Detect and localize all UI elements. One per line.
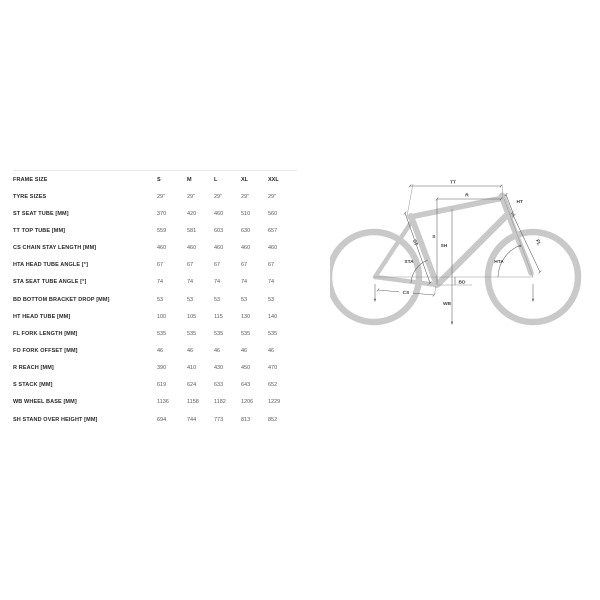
row-value: 619 bbox=[157, 382, 167, 389]
table-header-row bbox=[13, 171, 297, 188]
row-value: 559 bbox=[157, 227, 167, 234]
diagram-label-hta: HTA bbox=[494, 260, 504, 265]
column-header-s: S bbox=[157, 176, 161, 183]
row-label: WB WHEEL BASE [MM] bbox=[13, 399, 77, 406]
table-row bbox=[13, 274, 297, 291]
row-value: 430 bbox=[214, 365, 224, 372]
table-row bbox=[13, 222, 297, 239]
table-row bbox=[13, 342, 297, 359]
table-row bbox=[13, 205, 297, 222]
row-value: 460 bbox=[214, 245, 224, 252]
row-value: 53 bbox=[268, 296, 275, 303]
table-row bbox=[13, 360, 297, 377]
row-value: 773 bbox=[214, 416, 224, 423]
row-value: 535 bbox=[241, 330, 251, 337]
row-value: 115 bbox=[214, 313, 223, 320]
diagram-label-tt: TT bbox=[450, 180, 456, 186]
row-value: 67 bbox=[214, 262, 221, 269]
row-value: 535 bbox=[187, 330, 197, 337]
column-header-xxl: XXL bbox=[268, 176, 279, 183]
row-label: STA SEAT TUBE ANGLE [°] bbox=[13, 279, 87, 286]
row-value: 53 bbox=[241, 296, 248, 303]
row-label: R REACH [MM] bbox=[13, 365, 54, 372]
table-row bbox=[13, 291, 297, 308]
row-label: ST SEAT TUBE [MM] bbox=[13, 210, 69, 217]
row-value: 53 bbox=[214, 296, 221, 303]
row-value: 535 bbox=[268, 330, 278, 337]
table-row bbox=[13, 394, 297, 411]
row-value: 67 bbox=[187, 262, 194, 269]
row-value: 624 bbox=[187, 382, 197, 389]
column-header-xl: XL bbox=[241, 176, 249, 183]
table-row bbox=[13, 308, 297, 325]
diagram-label-sta: STA bbox=[404, 260, 414, 265]
row-value: 370 bbox=[157, 210, 167, 217]
row-value: 46 bbox=[157, 347, 164, 354]
row-value: 657 bbox=[268, 227, 278, 234]
row-value: 100 bbox=[157, 313, 167, 320]
table-row bbox=[13, 325, 297, 342]
diagram-label-sh: SH bbox=[440, 244, 448, 249]
row-value: 29" bbox=[187, 193, 196, 200]
row-value: 67 bbox=[268, 262, 275, 269]
row-value: 46 bbox=[187, 347, 194, 354]
row-value: 74 bbox=[187, 279, 194, 286]
row-value: 46 bbox=[241, 347, 248, 354]
diagram-label-r: R bbox=[465, 193, 469, 199]
row-label: FO FORK OFFSET [MM] bbox=[13, 347, 78, 354]
diagram-label-ht: HT bbox=[516, 200, 523, 205]
row-value: 535 bbox=[157, 330, 167, 337]
table-row bbox=[13, 257, 297, 274]
row-value: 633 bbox=[214, 382, 224, 389]
row-value: 744 bbox=[187, 416, 197, 423]
row-value: 67 bbox=[241, 262, 248, 269]
row-value: 74 bbox=[241, 279, 248, 286]
column-header-l: L bbox=[214, 176, 218, 183]
row-label: TYRE SIZES bbox=[13, 193, 47, 200]
row-value: 460 bbox=[214, 210, 224, 217]
row-label: BD BOTTOM BRACKET DROP [MM] bbox=[13, 296, 110, 303]
diagram-label-st: ST bbox=[411, 239, 418, 247]
row-value: 1182 bbox=[214, 399, 226, 406]
row-label: S STACK [MM] bbox=[13, 382, 53, 389]
row-value: 813 bbox=[241, 416, 251, 423]
row-value: 560 bbox=[268, 210, 278, 217]
table-row bbox=[13, 240, 297, 257]
row-value: 74 bbox=[214, 279, 221, 286]
row-label: HT HEAD TUBE [MM] bbox=[13, 313, 71, 320]
row-value: 29" bbox=[241, 193, 250, 200]
row-label: FL FORK LENGTH [MM] bbox=[13, 330, 78, 337]
row-value: 470 bbox=[268, 365, 278, 372]
row-value: 603 bbox=[214, 227, 224, 234]
row-value: 140 bbox=[268, 313, 278, 320]
diagram-label-cs: CS bbox=[402, 291, 410, 296]
row-label: SH STAND OVER HEIGHT [MM] bbox=[13, 416, 98, 423]
diagram-label-s: S bbox=[432, 235, 436, 240]
row-value: 29" bbox=[214, 193, 223, 200]
geometry-diagram bbox=[330, 165, 600, 335]
geometry-table bbox=[13, 170, 297, 428]
table-row bbox=[13, 188, 297, 205]
row-value: 694 bbox=[157, 416, 167, 423]
row-value: 29" bbox=[268, 193, 277, 200]
row-value: 460 bbox=[241, 245, 251, 252]
geometry-table-body bbox=[13, 188, 297, 428]
row-value: 852 bbox=[268, 416, 278, 423]
diagram-label-fl: FL bbox=[534, 239, 541, 247]
row-label: HTA HEAD TUBE ANGLE [°] bbox=[13, 262, 89, 269]
row-value: 1206 bbox=[241, 399, 254, 406]
row-value: 535 bbox=[214, 330, 224, 337]
diagram-label-wb: WB bbox=[443, 302, 451, 307]
frame-size-heading: FRAME SIZE bbox=[13, 176, 48, 183]
row-value: 450 bbox=[241, 365, 251, 372]
row-label: TT TOP TUBE [MM] bbox=[13, 227, 66, 234]
table-row bbox=[13, 377, 297, 394]
table-row bbox=[13, 411, 297, 428]
row-value: 105 bbox=[187, 313, 197, 320]
row-value: 1229 bbox=[268, 399, 281, 406]
row-value: 460 bbox=[268, 245, 278, 252]
diagram-label-bd: BD bbox=[458, 280, 466, 286]
row-value: 53 bbox=[187, 296, 194, 303]
row-value: 53 bbox=[157, 296, 164, 303]
row-label: CS CHAIN STAY LENGTH [MM] bbox=[13, 245, 97, 252]
row-value: 74 bbox=[268, 279, 275, 286]
row-value: 390 bbox=[157, 365, 167, 372]
row-value: 410 bbox=[187, 365, 197, 372]
row-value: 67 bbox=[157, 262, 164, 269]
row-value: 46 bbox=[268, 347, 275, 354]
row-value: 74 bbox=[157, 279, 164, 286]
row-value: 420 bbox=[187, 210, 197, 217]
row-value: 510 bbox=[241, 210, 251, 217]
row-value: 29" bbox=[157, 193, 166, 200]
row-value: 46 bbox=[214, 347, 221, 354]
row-value: 460 bbox=[187, 245, 197, 252]
column-header-m: M bbox=[187, 176, 192, 183]
row-value: 630 bbox=[241, 227, 251, 234]
row-value: 460 bbox=[157, 245, 167, 252]
row-value: 1158 bbox=[187, 399, 199, 406]
row-value: 643 bbox=[241, 382, 251, 389]
row-value: 652 bbox=[268, 382, 278, 389]
row-value: 581 bbox=[187, 227, 197, 234]
row-value: 1136 bbox=[157, 399, 169, 406]
row-value: 130 bbox=[241, 313, 251, 320]
